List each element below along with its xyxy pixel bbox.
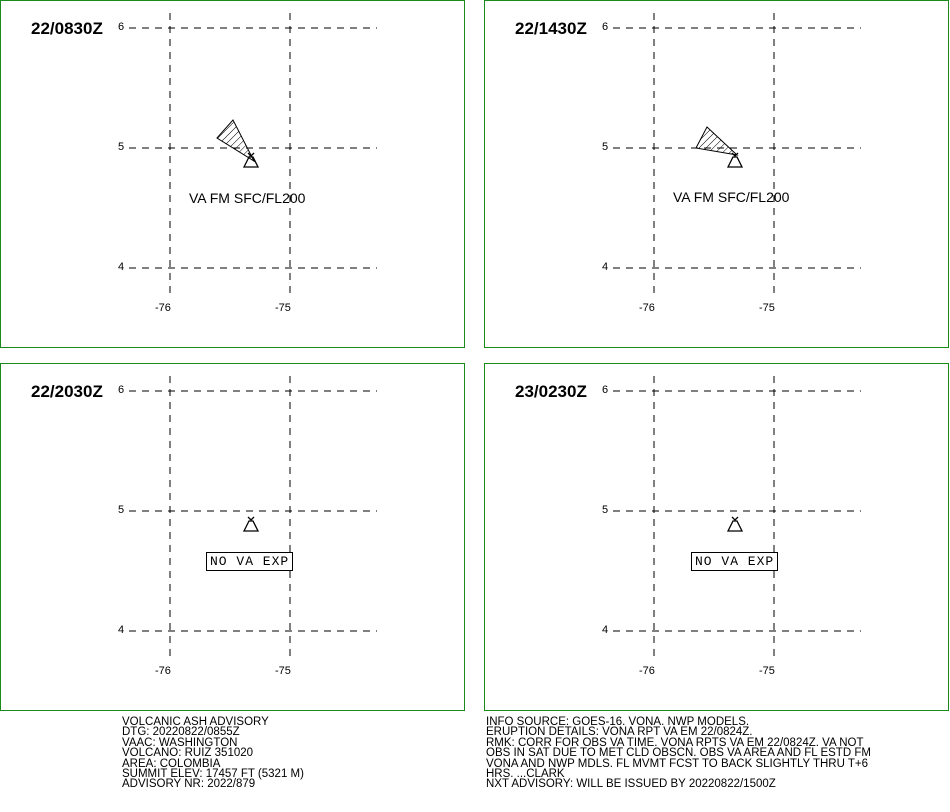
remarks-line: OBS IN SAT DUE TO MET CLD OBSCN. OBS VA AREA AND FL ESTD FM: [486, 747, 871, 760]
advisory-header-block: [122, 717, 304, 790]
va-label: VA FM SFC/FL200: [673, 189, 790, 205]
lat-label-6: 6: [118, 21, 125, 33]
advisory-line: VAAC: WASHINGTON: [122, 736, 238, 749]
volcano-icon: [728, 517, 742, 531]
panel-title: 22/1430Z: [515, 19, 587, 38]
lon-label-75: -75: [759, 302, 775, 314]
lat-label-5: 5: [602, 141, 609, 153]
lat-label-4: 4: [602, 261, 609, 273]
advisory-line: VOLCANO: RUIZ 351020: [122, 747, 254, 760]
forecast-panel-1430z: [484, 0, 949, 348]
ash-cloud-polygon: [696, 127, 737, 155]
advisory-remarks-block: [486, 717, 871, 790]
remarks-line: VONA AND NWP MDLS. FL MVMT FCST TO BACK SLIGHTLY THRU T+6: [486, 757, 869, 770]
lon-label-75: -75: [275, 665, 291, 677]
map-grid: [485, 364, 950, 712]
lat-label-5: 5: [118, 504, 125, 516]
no-va-exp-box: NO VA EXP: [206, 552, 293, 571]
forecast-panel-2030z: [0, 363, 465, 711]
forecast-panel-0230z: [484, 363, 949, 711]
lon-label-76: -76: [155, 302, 171, 314]
panel-title: 23/0230Z: [515, 382, 587, 401]
lon-label-75: -75: [275, 302, 291, 314]
remarks-line: RMK: CORR FOR OBS VA TIME. VONA RPTS VA EM 22/0824Z. VA NOT: [486, 736, 864, 749]
advisory-line: ADVISORY NR: 2022/879: [122, 778, 256, 791]
lon-label-76: -76: [639, 665, 655, 677]
advisory-line: AREA: COLOMBIA: [122, 757, 221, 770]
no-va-exp-box: NO VA EXP: [691, 552, 778, 571]
lon-label-75: -75: [759, 665, 775, 677]
lat-label-4: 4: [602, 624, 609, 636]
map-grid: [1, 364, 466, 712]
lat-label-4: 4: [118, 261, 125, 273]
forecast-panel-0830z: [0, 0, 465, 348]
lon-label-76: -76: [155, 665, 171, 677]
ash-cloud-polygon: [217, 120, 254, 161]
advisory-line: VOLCANIC ASH ADVISORY: [122, 716, 269, 728]
volcano-icon: [728, 153, 742, 167]
lat-label-4: 4: [118, 624, 125, 636]
panel-title: 22/0830Z: [31, 19, 103, 38]
remarks-line: ERUPTION DETAILS: VONA RPT VA EM 22/0824Z.: [486, 726, 753, 739]
lat-label-5: 5: [118, 141, 125, 153]
remarks-line: HRS. ...CLARK: [486, 768, 565, 781]
lat-label-6: 6: [602, 384, 609, 396]
lat-label-5: 5: [602, 504, 609, 516]
volcano-icon: [244, 517, 258, 531]
advisory-line: SUMMIT ELEV: 17457 FT (5321 M): [122, 768, 304, 781]
va-label: VA FM SFC/FL200: [189, 190, 306, 206]
advisory-line: DTG: 20220822/0855Z: [122, 726, 240, 739]
lat-label-6: 6: [602, 21, 609, 33]
remarks-line: INFO SOURCE: GOES-16. VONA. NWP MODELS.: [486, 716, 750, 728]
lon-label-76: -76: [639, 302, 655, 314]
map-grid: [485, 1, 950, 349]
lat-label-6: 6: [118, 384, 125, 396]
panel-title: 22/2030Z: [31, 382, 103, 401]
remarks-line: NXT ADVISORY: WILL BE ISSUED BY 20220822/1500Z: [486, 778, 776, 791]
map-grid: [1, 1, 466, 349]
